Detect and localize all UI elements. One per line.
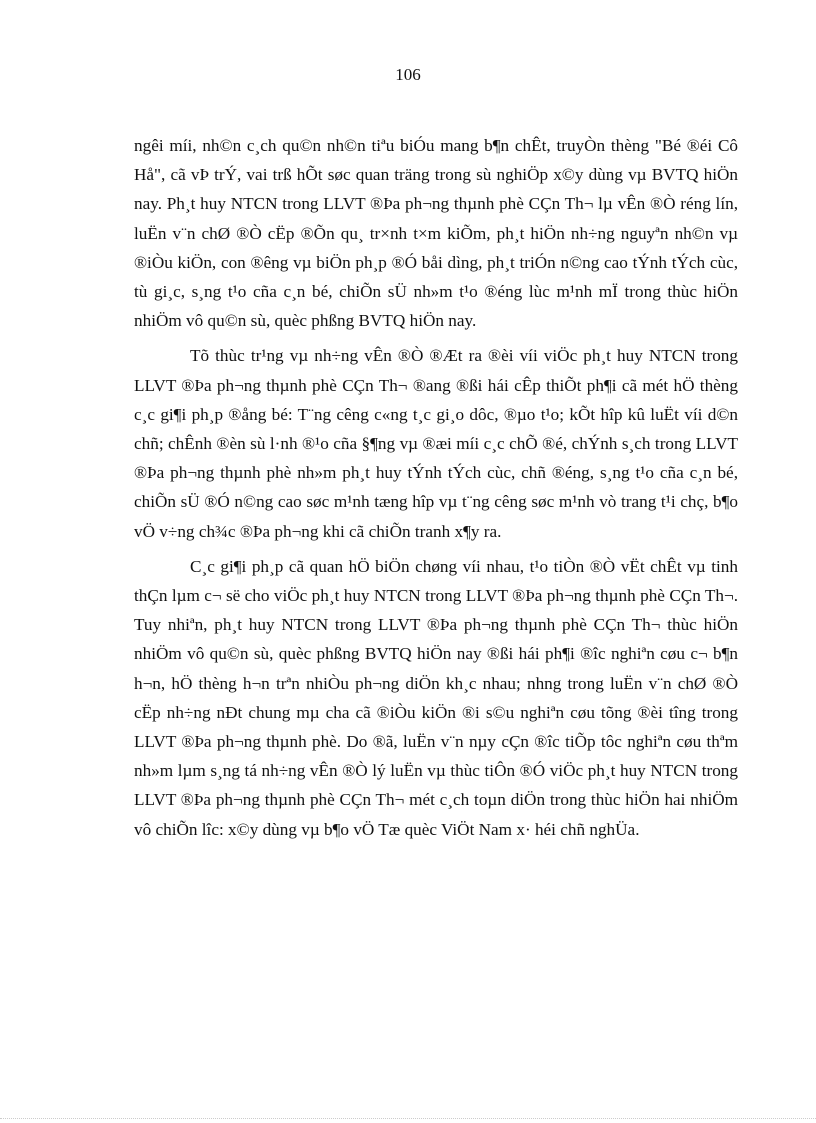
paragraph-3: C¸c gi¶i ph¸p cã quan hÖ biÖn chøng víi nhau, t¹o tiÒn ®Ò vËt chÊt vµ tinh thÇn lµm c¬ së cho viÖc ph¸t huy NTCN trong LLVT ®Þa ph¬ng thµnh phè CÇn Th¬. Tuy nhiªn, ph¸t huy NTCN trong LLVT ®Þa ph¬ng thµnh phè CÇn Th¬ thùc hiÖn nhiÖm vô qu©n sù, quèc phßng BVTQ hiÖn nay ®ßi hái ph¶i ®îc nghiªn cøu c¬ b¶n h¬n, hÖ thèng h¬n trªn nhiÒu ph¬ng diÖn kh¸c nhau; nhng trong luËn v¨n chØ ®Ò cËp nh÷ng nÐt chung mµ cha cã ®iÒu kiÖn ®i s©u nghiªn cøu tõng ®èi tîng trong LLVT ®Þa ph¬ng thµnh phè. Do ®ã, luËn v¨n nµy cÇn ®îc tiÕp tôc nghiªn cøu thªm nh»m lµm s¸ng tá nh÷ng vÊn ®Ò lý luËn vµ thùc tiÔn ®Ó viÖc ph¸t huy NTCN trong LLVT ®Þa ph¬ng thµnh phè CÇn Th¬ mét c¸ch toµn diÖn trong thùc hiÖn hai nhiÖm vô chiÕn lîc: x©y dùng vµ b¶o vÖ Tæ quèc ViÖt Nam x· héi chñ nghÜa. (134, 556, 738, 839)
page-number: 106 (395, 65, 421, 84)
document-body (134, 131, 738, 844)
paragraph-1: ngêi míi, nh©n c¸ch qu©n nh©n tiªu biÓu mang b¶n chÊt, truyÒn thèng "Bé ®éi Cô Hå", cã vÞ trÝ, vai trß hÕt søc quan träng trong sù nghiÖp x©y dùng vµ BVTQ hiÖn nay. Ph¸t huy NTCN trong LLVT ®Þa ph¬ng thµnh phè CÇn Th¬ lµ vÊn ®Ò réng lín, luËn v¨n chØ ®Ò cËp ®Õn qu¸ tr×nh t×m kiÕm, ph¸t hiÖn nh÷ng nguyªn nh©n vµ ®iÒu kiÖn, con ®êng vµ biÖn ph¸p ®Ó båi dìng, ph¸t triÓn n©ng cao tÝnh tÝch cùc, tù gi¸c, s¸ng t¹o cña c¸n bé, chiÕn sÜ nh»m t¹o ®éng lùc m¹nh mÏ trong thùc hiÖn nhiÖm vô qu©n sù, quèc phßng BVTQ hiÖn nay. (134, 136, 738, 331)
page-bottom-border (0, 1118, 816, 1119)
paragraph-2: Tõ thùc tr¹ng vµ nh÷ng vÊn ®Ò ®Æt ra ®èi víi viÖc ph¸t huy NTCN trong LLVT ®Þa ph¬ng thµnh phè CÇn Th¬ ®ang ®ßi hái cÊp thiÕt ph¶i cã mét hÖ thèng c¸c gi¶i ph¸p ®ång bé: T¨ng cêng c«ng t¸c gi¸o dôc, ®µo t¹o; kÕt hîp kû luËt víi d©n chñ; chÊnh ®èn sù l·nh ®¹o cña §¶ng vµ ®æi míi c¸c chÕ ®é, chÝnh s¸ch trong LLVT ®Þa ph¬ng thµnh phè nh»m ph¸t huy tÝnh tÝch cùc, chñ ®éng, s¸ng t¹o cña c¸n bé, chiÕn sÜ ®Ó n©ng cao søc m¹nh tæng hîp vµ t¨ng cêng søc m¹nh vò trang t¹i chç, b¶o vÖ v÷ng ch¾c ®Þa ph¬ng khi cã chiÕn tranh x¶y ra. (134, 346, 738, 541)
